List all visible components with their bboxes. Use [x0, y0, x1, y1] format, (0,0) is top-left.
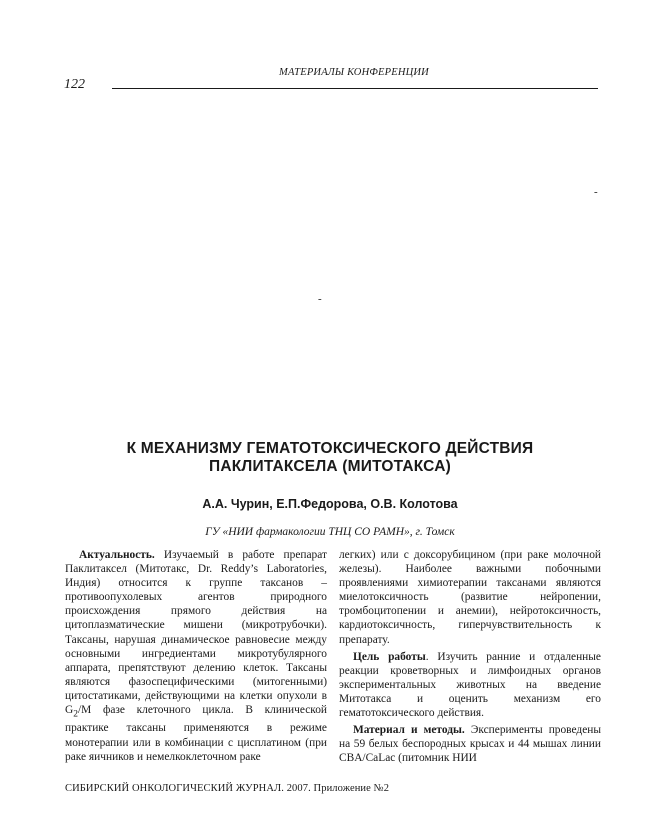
journal-footer: СИБИРСКИЙ ОНКОЛОГИЧЕСКИЙ ЖУРНАЛ. 2007. Приложение №2	[65, 783, 390, 794]
right-column	[339, 548, 601, 765]
affiliation: ГУ «НИИ фармакологии ТНЦ СО РАМН», г. Томск	[205, 526, 455, 538]
paragraph-lead: Цель работы	[353, 650, 426, 663]
subscript: 2	[73, 709, 78, 720]
paragraph-methods	[339, 723, 601, 765]
paragraph-aim	[339, 650, 601, 720]
paragraph-relevance	[65, 548, 327, 764]
paragraph-lead: Материал и методы.	[353, 724, 465, 737]
paragraph-lead: Актуальность.	[79, 549, 155, 561]
header-rule	[112, 88, 598, 89]
paragraph-text: . Изучить ранние и отдаленные реакции кроветворных и лимфоидных органов экспериментальных животных на введение Митотакса и оценить механизм его гематотоксического действия.	[339, 650, 601, 720]
stray-mark: -	[594, 186, 598, 198]
stray-mark: -	[318, 293, 322, 305]
paragraph-continued	[339, 548, 601, 647]
article-title-line: ПАКЛИТАКСЕЛА (МИТОТАКСА)	[209, 458, 451, 475]
paragraph-text: Изучаемый в работе препарат Паклитаксел (Митотакс, Dr. Reddy’s Laboratories, Индия) относится к группе таксанов – противоопухолевых агентов природного происхождения прямого действия на цитоплазматические мишени (микротрубочки). Таксаны, нарушая динамическое равновесие между основными ингредиентами микротубулярного аппарата, препятствуют делению клеток. Таксаны являются фазоспецифическими (митогенными) цитостатиками, действующими на клетки опухоли в G	[65, 549, 327, 717]
authors: А.А. Чурин, Е.П.Федорова, О.В. Колотова	[202, 497, 458, 511]
page-number: 122	[64, 77, 85, 92]
paragraph-text: Эксперименты проведены на 59 белых беспородных крысах и 44 мышах линии CBA/CaLac (питомник НИИ	[339, 724, 601, 765]
paragraph-text: /M фазе клеточного цикла. В клинической практике таксаны применяются в режиме монотерапии или в комбинации с цисплатином (при раке яичников и немелкоклеточном раке	[65, 704, 327, 763]
article-title-line: К МЕХАНИЗМУ ГЕМАТОТОКСИЧЕСКОГО ДЕЙСТВИЯ	[126, 440, 534, 457]
paragraph-text: легких) или с доксорубицином (при раке молочной железы). Наиболее важными побочными проявлениями химиотерапии таксанами являются миелотоксичность (развитие нейропении, тромбоцитопении и анемии), нейротоксичность, кардиотоксичность, гиперчувствительность к препарату.	[339, 549, 601, 646]
left-column	[65, 548, 327, 764]
article-title	[60, 440, 600, 476]
running-title: МАТЕРИАЛЫ КОНФЕРЕНЦИИ	[279, 67, 429, 78]
